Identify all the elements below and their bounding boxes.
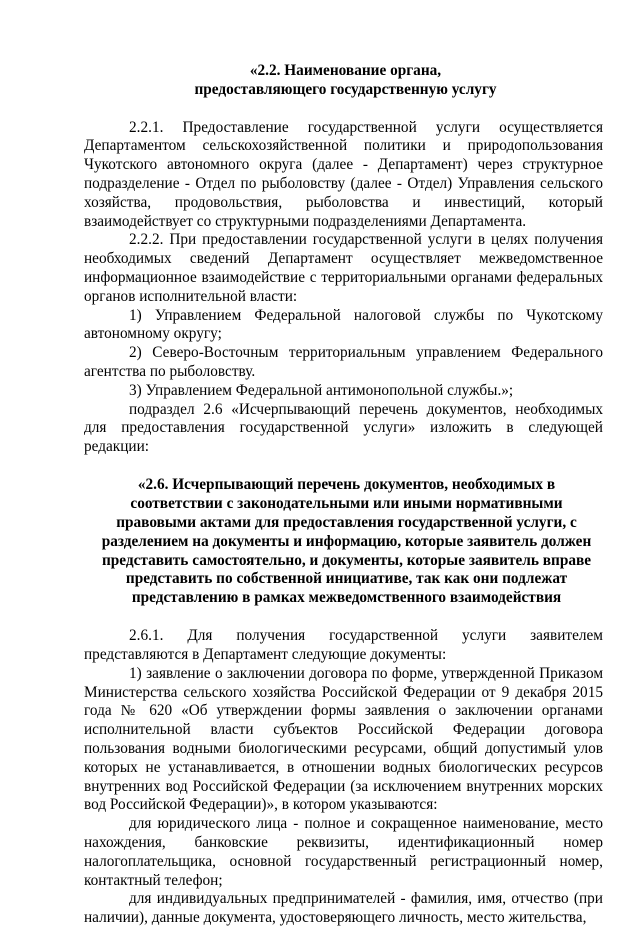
paragraph-subsection-2-6-intro: подраздел 2.6 «Исчерпывающий перечень документов, необходимых для предоставления государственной услуги» изложить в следующей редакции: xyxy=(84,400,603,456)
paragraph-2-6-1: 2.6.1. Для получения государственной услуги заявителем представляются в Департамент следующие документы: xyxy=(84,627,603,664)
section-heading-2-2 xyxy=(88,62,603,100)
paragraph-individual-entrepreneur: для индивидуальных предпринимателей - фамилия, имя, отчество (при наличии), данные документа, удостоверяющего личность, место жительства, xyxy=(84,890,603,927)
section-heading-2-2-line1: «2.2. Наименование органа, xyxy=(249,62,442,79)
section-2-2-body xyxy=(84,119,603,457)
list-item-2: 2) Северо-Восточным территориальным управлением Федерального агентства по рыболовству. xyxy=(84,344,603,380)
paragraph-legal-entity: для юридического лица - полное и сокращенное наименование, место нахождения, банковские реквизиты, идентификационный номер налогоплательщика, основной государственный регистрационный номер, контактный телефон; xyxy=(84,815,603,889)
list-item-1: 1) Управлением Федеральной налоговой службы по Чукотскому автономному округу; xyxy=(84,306,603,343)
paragraph-2-2-1: 2.2.1. Предоставление государственной услуги осуществляется Департаментом сельскохозяйственной политики и природопользования Чукотского автономного округа (далее - Департамент) через структурное подразделение - Отдел по рыболовству (далее - Отдел) Управления сельского хозяйства, продовольствия, рыболовства и инвестиций, который взаимодействует со структурными подразделениями Департамента. xyxy=(84,118,603,230)
paragraph-2-2-2: 2.2.2. При предоставлении государственной услуги в целях получения необходимых сведений Департамент осуществляет межведомственное информационное взаимодействие с территориальными органами федеральных органов исполнительной власти: xyxy=(84,231,603,305)
list-item-3: 3) Управлением Федеральной антимонопольной службы.»; xyxy=(129,381,514,399)
section-2-6-body xyxy=(84,627,603,928)
section-heading-2-2-line2: предоставляющего государственную услугу xyxy=(194,80,497,98)
document-body xyxy=(84,62,603,928)
list-item-application: 1) заявление о заключении договора по форме, утвержденной Приказом Министерства сельского хозяйства Российской Федерации от 9 декабря 2015 года № 620 «Об утверждении формы заявления о заключении органами исполнительной власти субъектов Российской Федерации договора пользования водными биологическими ресурсами, общий допустимый улов которых не устанавливается, в отношении водных биологических ресурсов внутренних вод Российской Федерации (за исключением внутренних морских вод Российской Федерации)», в котором указываются: xyxy=(84,664,603,814)
section-heading-2-6: «2.6. Исчерпывающий перечень документов, необходимых в соответствии с законодательными или иными нормативными правовыми актами для предоставления государственной услуги, с разделением на документы и информацию, которые заявитель должен представить самостоятельно, и документы, которые заявитель вправе представить по собственной инициативе, так как они подлежат представлению в рамках межведомственного взаимодействия xyxy=(101,475,592,607)
